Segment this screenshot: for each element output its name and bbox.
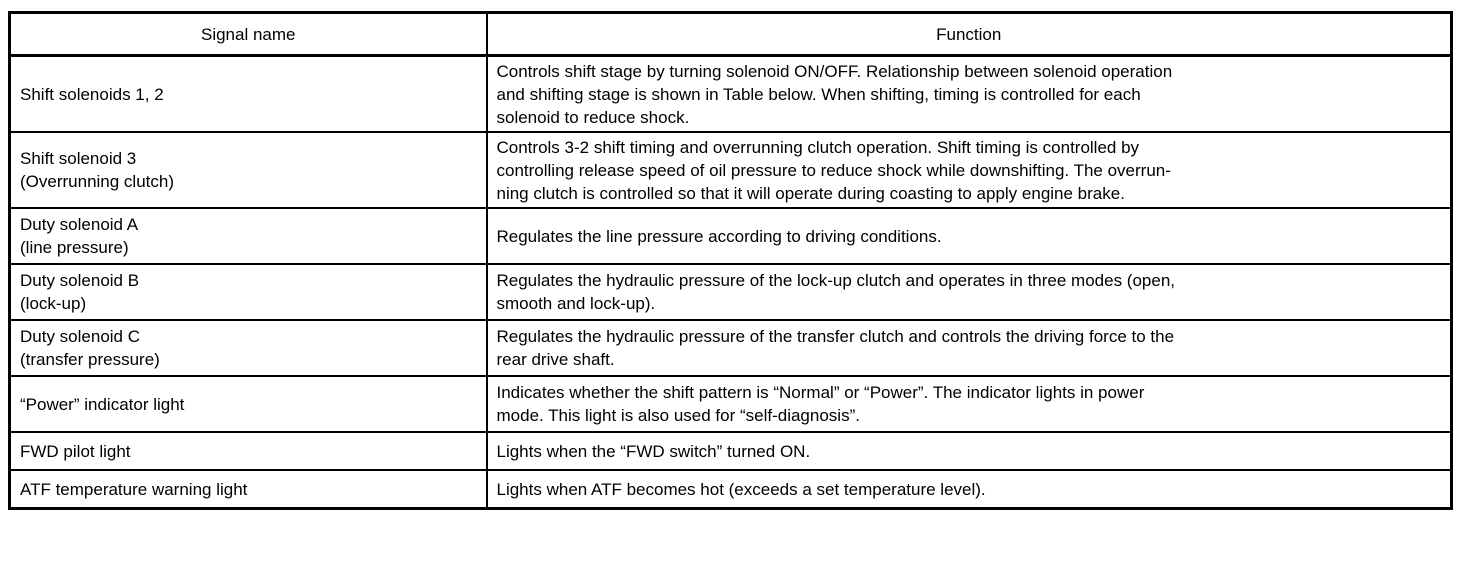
function-cell: Lights when the “FWD switch” turned ON. [487, 432, 1452, 470]
signal-name-cell: Duty solenoid B (lock-up) [10, 264, 487, 320]
table-row [10, 432, 1452, 470]
signal-function-table [8, 11, 1453, 510]
function-cell: Controls shift stage by turning solenoid ON/OFF. Relationship between solenoid operation and shifting stage is shown in Table below. When shifting, timing is controlled for each solenoid to reduce shock. [487, 56, 1452, 133]
function-cell: Regulates the hydraulic pressure of the lock-up clutch and operates in three modes (open, smooth and lock-up). [487, 264, 1452, 320]
table-row [10, 208, 1452, 264]
table-header-row [10, 13, 1452, 56]
function-cell: Regulates the hydraulic pressure of the transfer clutch and controls the driving force to the rear drive shaft. [487, 320, 1452, 376]
header-function: Function [487, 13, 1452, 56]
table-row [10, 470, 1452, 509]
signal-name-cell: ATF temperature warning light [10, 470, 487, 509]
table-row [10, 264, 1452, 320]
signal-name-cell: Shift solenoid 3 (Overrunning clutch) [10, 132, 487, 208]
signal-function-table-container [8, 11, 1450, 510]
function-cell: Regulates the line pressure according to driving conditions. [487, 208, 1452, 264]
table-row [10, 56, 1452, 133]
table-row [10, 376, 1452, 432]
table-row [10, 320, 1452, 376]
function-cell: Controls 3-2 shift timing and overrunning clutch operation. Shift timing is controlled by controlling release speed of oil pressure to reduce shock while downshifting. The overrun- ning clutch is controlled so that it will operate during coasting to apply engine brake. [487, 132, 1452, 208]
signal-name-cell: “Power” indicator light [10, 376, 487, 432]
signal-name-cell: Duty solenoid A (line pressure) [10, 208, 487, 264]
table-row [10, 132, 1452, 208]
function-cell: Lights when ATF becomes hot (exceeds a set temperature level). [487, 470, 1452, 509]
function-cell: Indicates whether the shift pattern is “Normal” or “Power”. The indicator lights in power mode. This light is also used for “self-diagnosis”. [487, 376, 1452, 432]
signal-name-cell: Duty solenoid C (transfer pressure) [10, 320, 487, 376]
signal-name-cell: FWD pilot light [10, 432, 487, 470]
header-signal-name: Signal name [10, 13, 487, 56]
signal-name-cell: Shift solenoids 1, 2 [10, 56, 487, 133]
